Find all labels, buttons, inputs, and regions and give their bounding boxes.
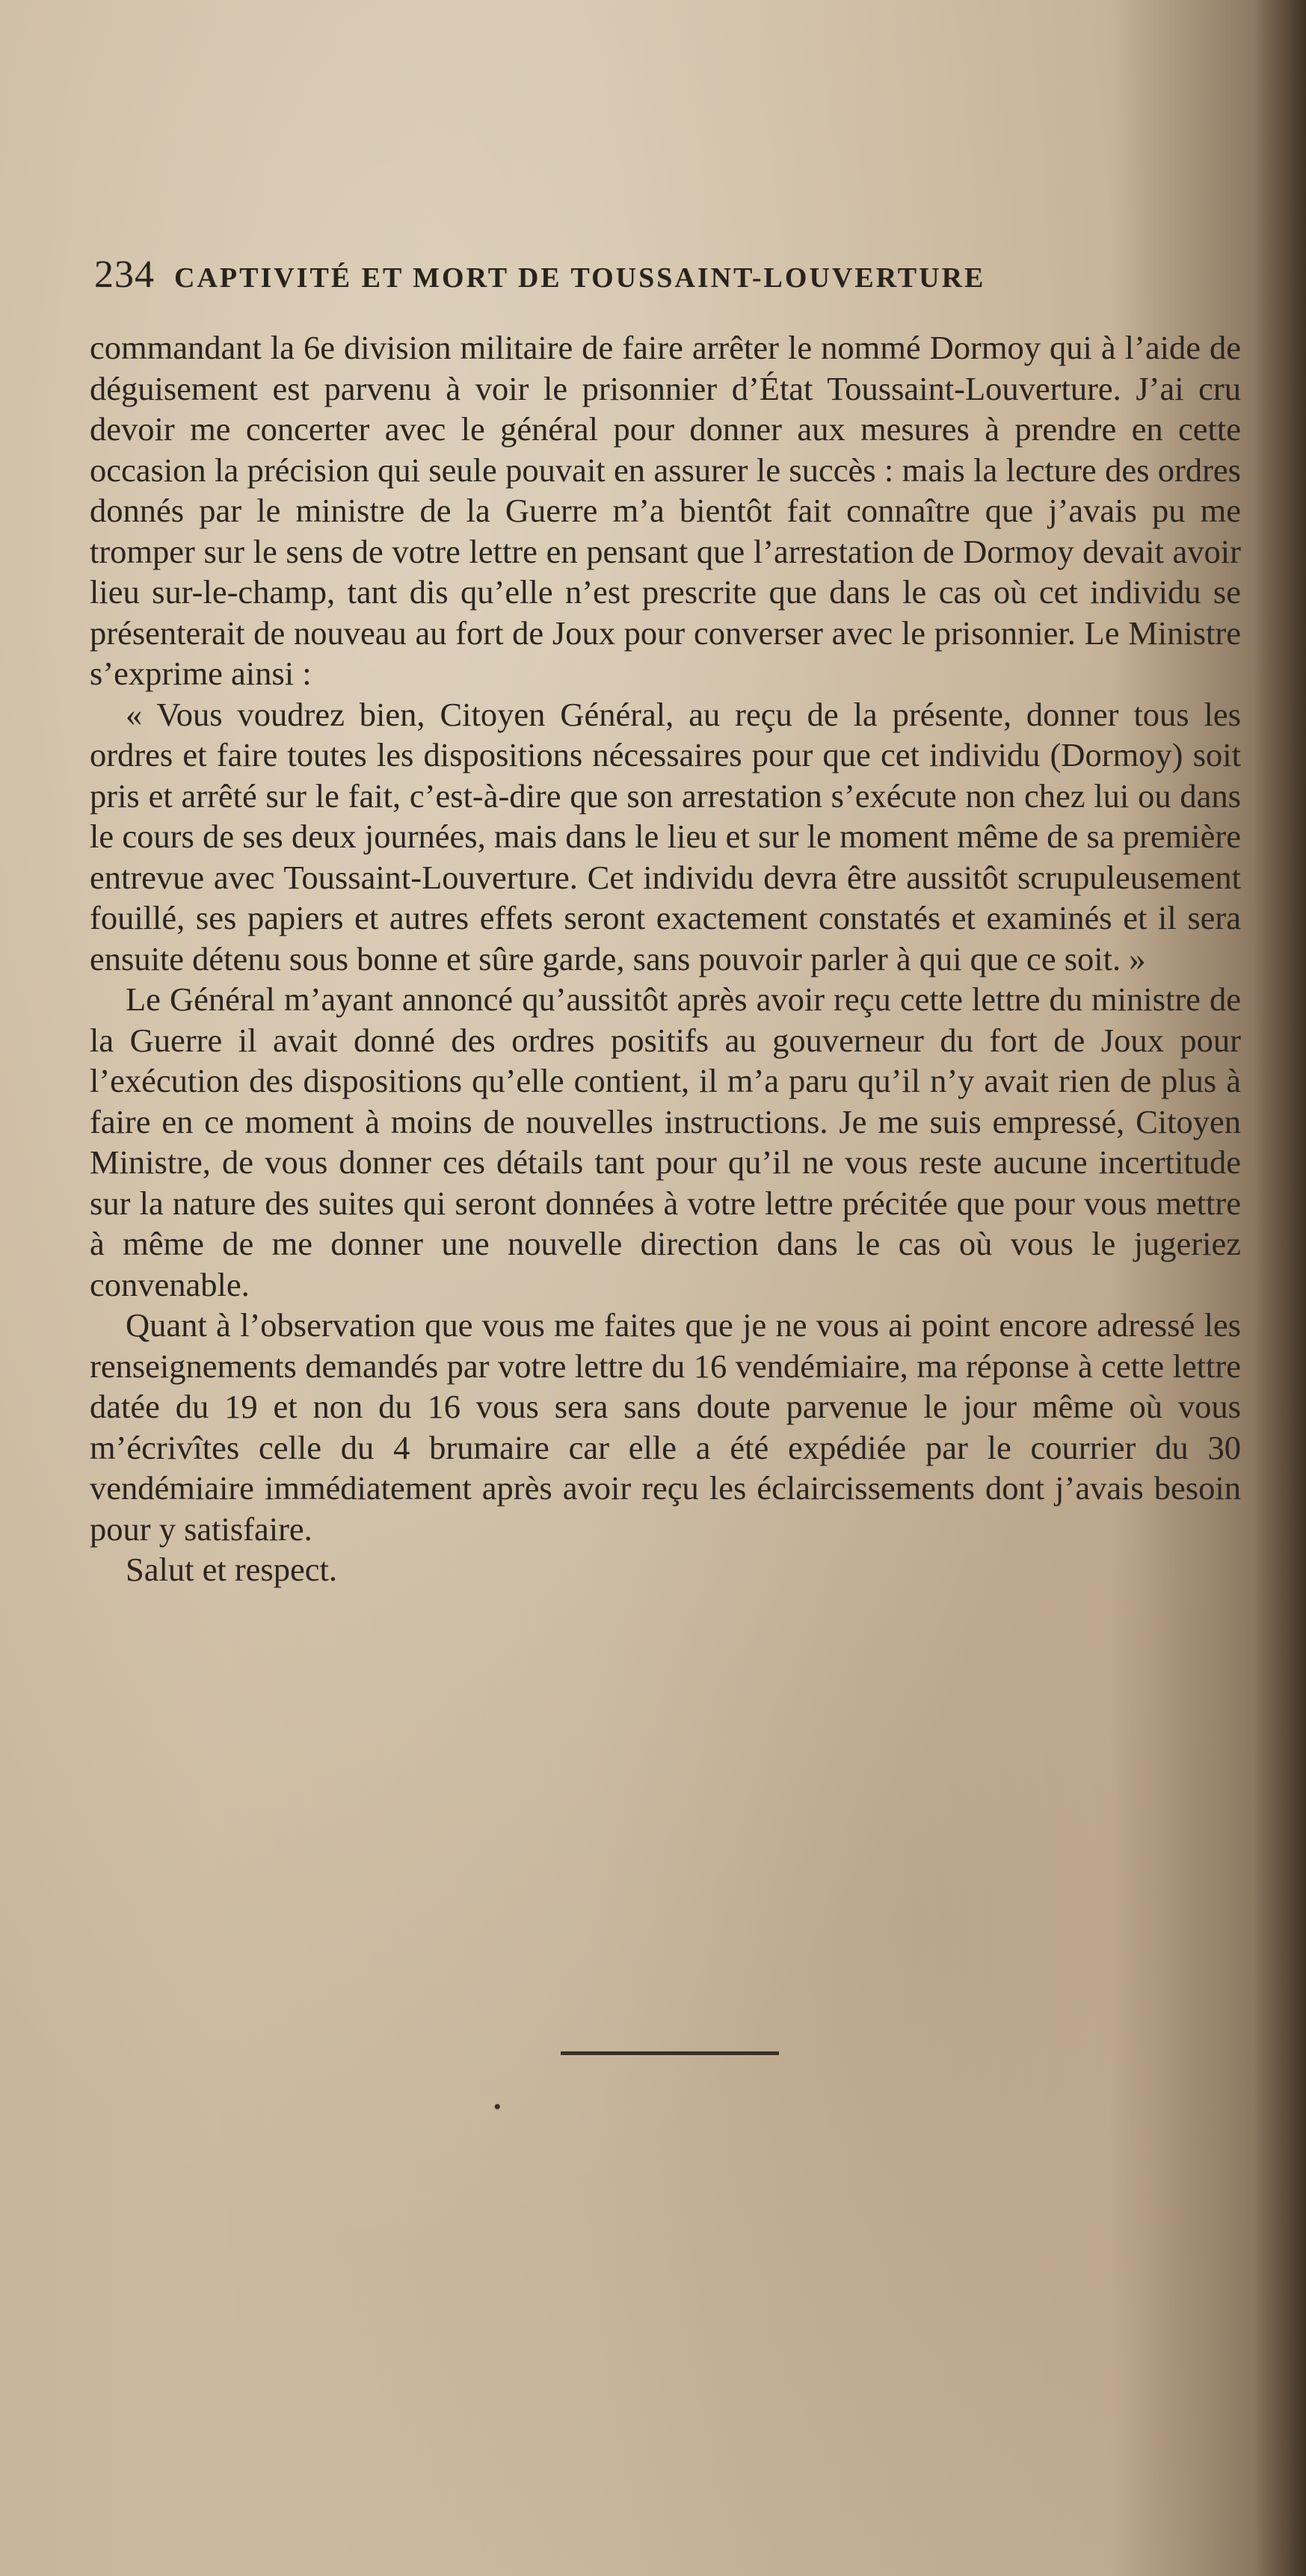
- ink-speck-icon: •: [493, 2095, 502, 2119]
- paragraph-closing: Salut et respect.: [126, 1551, 337, 1588]
- body-text: [90, 327, 1241, 1590]
- page-number: 234: [94, 253, 155, 296]
- page-edge-shadow: [1254, 0, 1306, 2576]
- paragraph-general: Le Général m’ayant annoncé qu’aussitôt après avoir reçu cette lettre du ministre de la Guerre il avait donné des ordres positifs au gouverneur du fort de Joux pour l’exécution des dispositions qu’elle contient, il m’a paru qu’il n’y avait rien de plus à faire en ce moment à moins de nouvelles instructions. Je me suis empressé, Citoyen Ministre, de vous donner ces détails tant pour qu’il ne vous reste aucune incertitude sur la nature des suites qui seront données à votre lettre précitée que pour vous mettre à même de me donner une nouvelle direction dans le cas où vous le jugeriez convenable.: [90, 980, 1241, 1303]
- paragraph-continuation: commandant la 6e division militaire de faire arrêter le nommé Dormoy qui à l’aide de déguisement est parvenu à voir le prisonnier d’État Toussaint-Louverture. J’ai cru devoir me concerter avec le général pour donner aux mesures à prendre en cette occasion la précision qui seule pouvait en assurer le succès : mais la lecture des ordres donnés par le ministre de la Guerre m’a bientôt fait connaître que j’avais pu me tromper sur le sens de votre lettre en pensant que l’arrestation de Dormoy devait avoir lieu sur-le-champ, tant dis qu’elle n’est prescrite que dans le cas où cet individu se présenterait de nouveau au fort de Joux pour converser avec le prisonnier. Le Ministre s’exprime ainsi :: [90, 329, 1241, 692]
- running-title: CAPTIVITÉ ET MORT DE TOUSSAINT-LOUVERTURE: [174, 262, 986, 294]
- page-header: [94, 253, 1201, 305]
- end-rule: [561, 2051, 779, 2055]
- paragraph-observation: Quant à l’observation que vous me faites que je ne vous ai point encore adressé les renseignements demandés par votre lettre du 16 vendémiaire, ma réponse à cette lettre datée du 19 et non du 16 vous sera sans doute parvenue le jour même où vous m’écrivîtes celle du 4 brumaire car elle a été expédiée par le courrier du 30 vendémiaire immédiatement après avoir reçu les éclaircissements dont j’avais besoin pour y satisfaire.: [90, 1306, 1241, 1548]
- paragraph-quotation: « Vous voudrez bien, Citoyen Général, au reçu de la présente, donner tous les ordres et faire toutes les dispositions nécessaires pour que cet individu (Dormoy) soit pris et arrêté sur le fait, c’est-à-dire que son arrestation s’exécute non chez lui ou dans le cours de ses deux journées, mais dans le lieu et sur le moment même de sa première entrevue avec Toussaint-Louverture. Cet individu devra être aussitôt scrupuleusement fouillé, ses papiers et autres effets seront exactement constatés et examinés et il sera ensuite détenu sous bonne et sûre garde, sans pouvoir parler à qui que ce soit. »: [90, 695, 1241, 977]
